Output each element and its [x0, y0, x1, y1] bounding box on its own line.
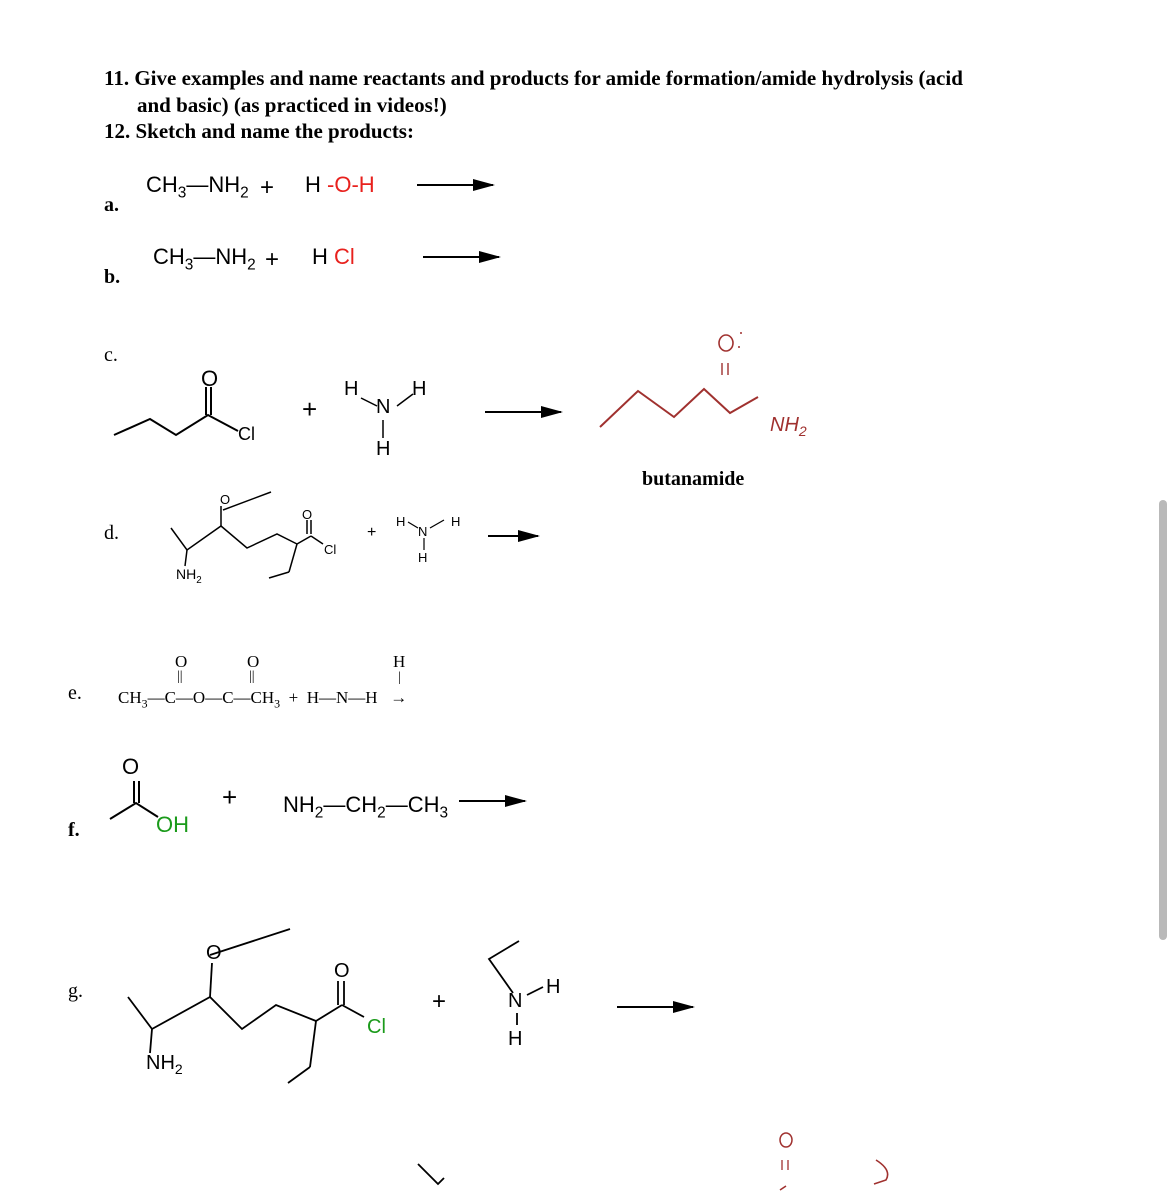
reaction-c-product-name: butanamide	[642, 468, 745, 490]
question-12: 12. Sketch and name the products:	[104, 119, 414, 143]
label-b: b.	[104, 266, 121, 288]
label-a: a.	[104, 194, 119, 216]
reaction-f-oxygen: O	[122, 754, 140, 779]
reaction-f-ethylamine: $NH_2—CH_2—CH_3$	[283, 792, 449, 822]
reaction-c-ammonia-h3: H	[376, 438, 391, 460]
reaction-a-arrow	[417, 184, 493, 186]
reaction-d-ammonia-h2: H	[451, 514, 461, 529]
reaction-c-handwritten-nh2: $NH_2$	[770, 414, 807, 439]
question-11-line-1: 11. Give examples and name reactants and products for amide formation/amide hydrolysis (acid	[104, 66, 963, 90]
reaction-b-plus: +	[265, 246, 280, 273]
reaction-g-h1: H	[546, 976, 561, 998]
reaction-c-arrow	[485, 411, 561, 413]
reaction-d-carbonyl-oxygen: O	[302, 507, 313, 522]
scrollbar[interactable]	[1159, 500, 1167, 940]
reaction-d-ammonia-bonds	[404, 518, 454, 554]
reaction-c-ammonia-bonds	[355, 390, 435, 450]
reaction-c-plus: +	[302, 394, 318, 424]
reaction-e-o1: O	[175, 652, 188, 671]
reaction-b-arrow	[423, 256, 499, 258]
label-d: d.	[104, 522, 119, 544]
reaction-g-plus: +	[432, 988, 447, 1015]
reaction-d-ammonia-h1: H	[396, 514, 406, 529]
reaction-g-carbonyl-oxygen: O	[334, 960, 350, 982]
reaction-b-reactant-1: $CH_3—NH_2$	[153, 244, 256, 274]
reaction-a-reactant-1: $CH_3—NH_2$	[146, 172, 249, 202]
reaction-g-ether-oxygen: O	[206, 942, 222, 964]
reaction-d-amine: $NH_2$	[176, 566, 202, 586]
reaction-f-hydroxyl: OH	[156, 812, 189, 837]
reaction-c-oxygen: O	[201, 366, 219, 391]
reaction-d-ammonia-h3: H	[418, 550, 428, 565]
reaction-e-o2: O	[247, 652, 260, 671]
label-e: e.	[68, 682, 82, 704]
reaction-g-arrow	[617, 1006, 693, 1008]
reaction-c-ammonia-h1: H	[344, 378, 359, 400]
reaction-e-equation: O O H || || | $CH_3—C—O—C—CH_3$ + H—N—H →	[118, 652, 408, 711]
reaction-c-ammonia-n: N	[376, 396, 391, 418]
reaction-c-handwritten-product	[598, 325, 848, 445]
bottom-partial-sketch	[400, 1120, 920, 1192]
label-f: f.	[68, 819, 80, 841]
reaction-a-plus: +	[260, 174, 275, 201]
reaction-g-h2: H	[508, 1028, 523, 1050]
reaction-g-amine: $NH_2$	[146, 1052, 183, 1077]
reaction-c-chlorine: Cl	[238, 424, 255, 444]
reaction-d-ether-oxygen: O	[220, 492, 231, 507]
reaction-c-ammonia-h2: H	[412, 378, 427, 400]
reaction-d-chlorine: Cl	[324, 542, 337, 557]
reaction-f-arrow	[459, 800, 525, 802]
reaction-d-ammonia-n: N	[418, 524, 428, 539]
reaction-g-n: N	[508, 990, 523, 1012]
label-g: g.	[68, 980, 83, 1002]
reaction-f-plus: +	[222, 782, 238, 812]
reaction-b-hcl: H Cl	[312, 244, 355, 269]
reaction-d-plus: +	[367, 524, 377, 541]
label-c: c.	[104, 344, 118, 366]
reaction-a-water: H -O-H	[305, 172, 375, 197]
reaction-g-chlorine: Cl	[367, 1016, 386, 1038]
reaction-e-h-top: H	[393, 652, 406, 671]
question-11-line-2: and basic) (as practiced in videos!)	[137, 93, 447, 117]
reaction-d-arrow	[488, 535, 538, 537]
